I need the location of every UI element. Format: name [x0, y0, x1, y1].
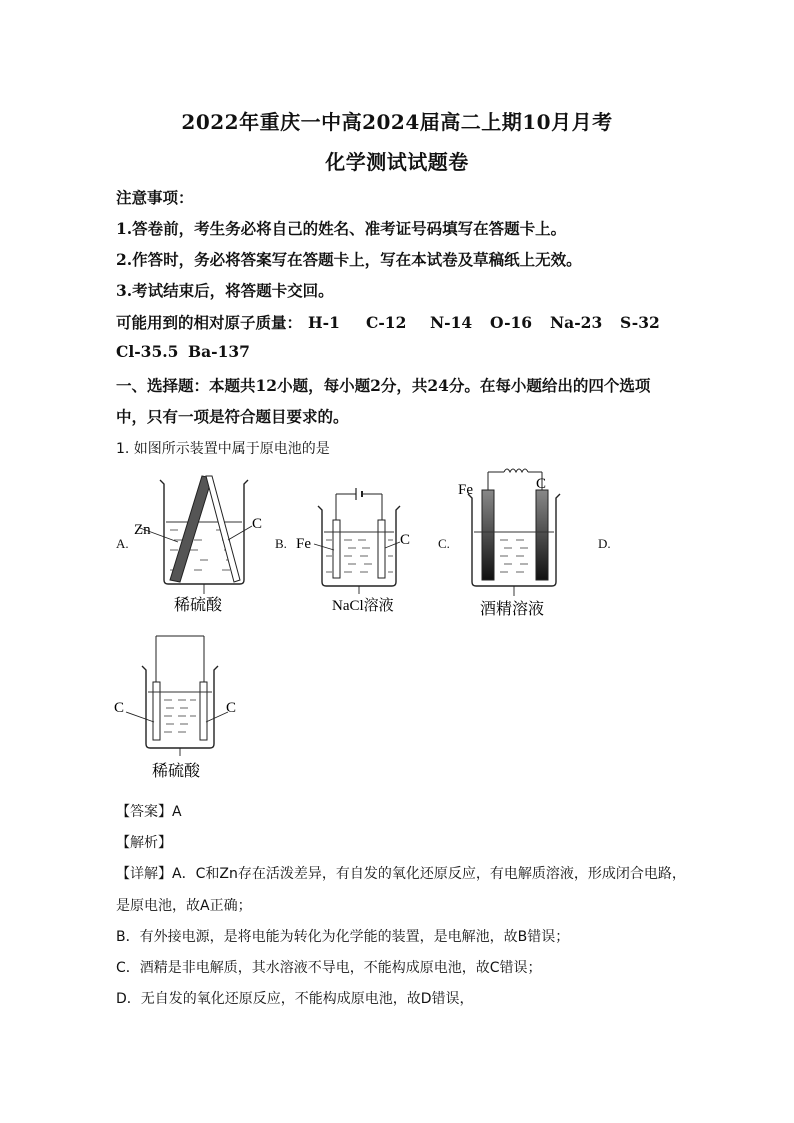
mass-s: S-32 [620, 313, 660, 332]
analysis-line-5: D．无自发的氧化还原反应，不能构成原电池，故D错误， [116, 991, 474, 1007]
option-d-left-label: C [114, 700, 125, 716]
option-a-right-label: C [252, 516, 263, 532]
option-d-letter: D. [598, 536, 611, 551]
section-heading-line-2: 中，只有一项是符合题目要求的。 [116, 407, 349, 426]
question-stem: 1. 如图所示装置中属于原电池的是 [116, 441, 330, 457]
atomic-mass-row-1 [116, 311, 660, 333]
analysis-text-1: A．C和Zn存在活泼差异，有自发的氧化还原反应，有电解质溶液，形成闭合电路， [172, 866, 686, 882]
notice-item-3: 3.考试结束后，将答题卡交回。 [116, 281, 334, 300]
mass-cl: Cl-35.5 [116, 342, 179, 361]
analysis-line-3: B．有外接电源，是将电能为转化为化学能的装置，是电解池，故B错误； [116, 929, 570, 945]
mass-o: O-16 [490, 313, 533, 332]
mass-na: Na-23 [550, 313, 603, 332]
notice-heading: 注意事项： [116, 188, 194, 207]
option-d-diagram [110, 632, 250, 784]
atomic-mass-label: 可能用到的相对原子质量： [116, 313, 303, 332]
analysis-line-4: C．酒精是非电解质，其水溶液不导电，不能构成原电池，故C错误； [116, 960, 542, 976]
option-a-left-label: Zn [134, 522, 151, 538]
answer-line [116, 801, 182, 821]
option-b-letter: B. [275, 536, 287, 551]
analysis-label: 【解析】 [116, 835, 172, 851]
mass-c: C-12 [366, 313, 407, 332]
option-c-solution-label: 酒精溶液 [480, 601, 545, 618]
atomic-mass-row-2 [116, 342, 250, 361]
option-c-letter: C. [438, 536, 450, 551]
option-d-right-label: C [226, 700, 237, 716]
analysis-line-1 [116, 863, 686, 883]
option-a-letter: A. [116, 536, 129, 551]
answer-label: 【答案】 [116, 804, 172, 820]
notice-item-2: 2.作答时，务必将答案写在答题卡上，写在本试卷及草稿纸上无效。 [116, 250, 582, 269]
section-heading-line-1: 一、选择题：本题共12小题，每小题2分，共24分。在每小题给出的四个选项 [116, 376, 651, 395]
answer-value: A [172, 804, 182, 820]
exam-title: 2022年重庆一中高2024届高二上期10月月考 [181, 110, 613, 134]
option-b-left-label: Fe [296, 536, 311, 552]
mass-n: N-14 [430, 313, 473, 332]
mass-ba: Ba-137 [188, 342, 250, 361]
detail-label: 【详解】 [116, 866, 172, 882]
analysis-line-2: 是原电池，故A正确； [116, 898, 252, 914]
option-b-right-label: C [400, 532, 411, 548]
option-c-right-label: C [536, 476, 547, 492]
option-b-diagram [292, 486, 422, 618]
mass-h: H-1 [308, 313, 340, 332]
option-b-solution-label: NaCl溶液 [332, 598, 394, 614]
option-c-left-label: Fe [458, 482, 473, 498]
notice-item-1: 1.答卷前，考生务必将自己的姓名、准考证号码填写在答题卡上。 [116, 219, 567, 238]
exam-subtitle: 化学测试试题卷 [325, 150, 469, 174]
option-d-solution-label: 稀硫酸 [152, 763, 201, 780]
option-a-solution-label: 稀硫酸 [174, 597, 223, 614]
option-c-diagram [456, 464, 576, 624]
option-a-diagram [130, 470, 263, 620]
